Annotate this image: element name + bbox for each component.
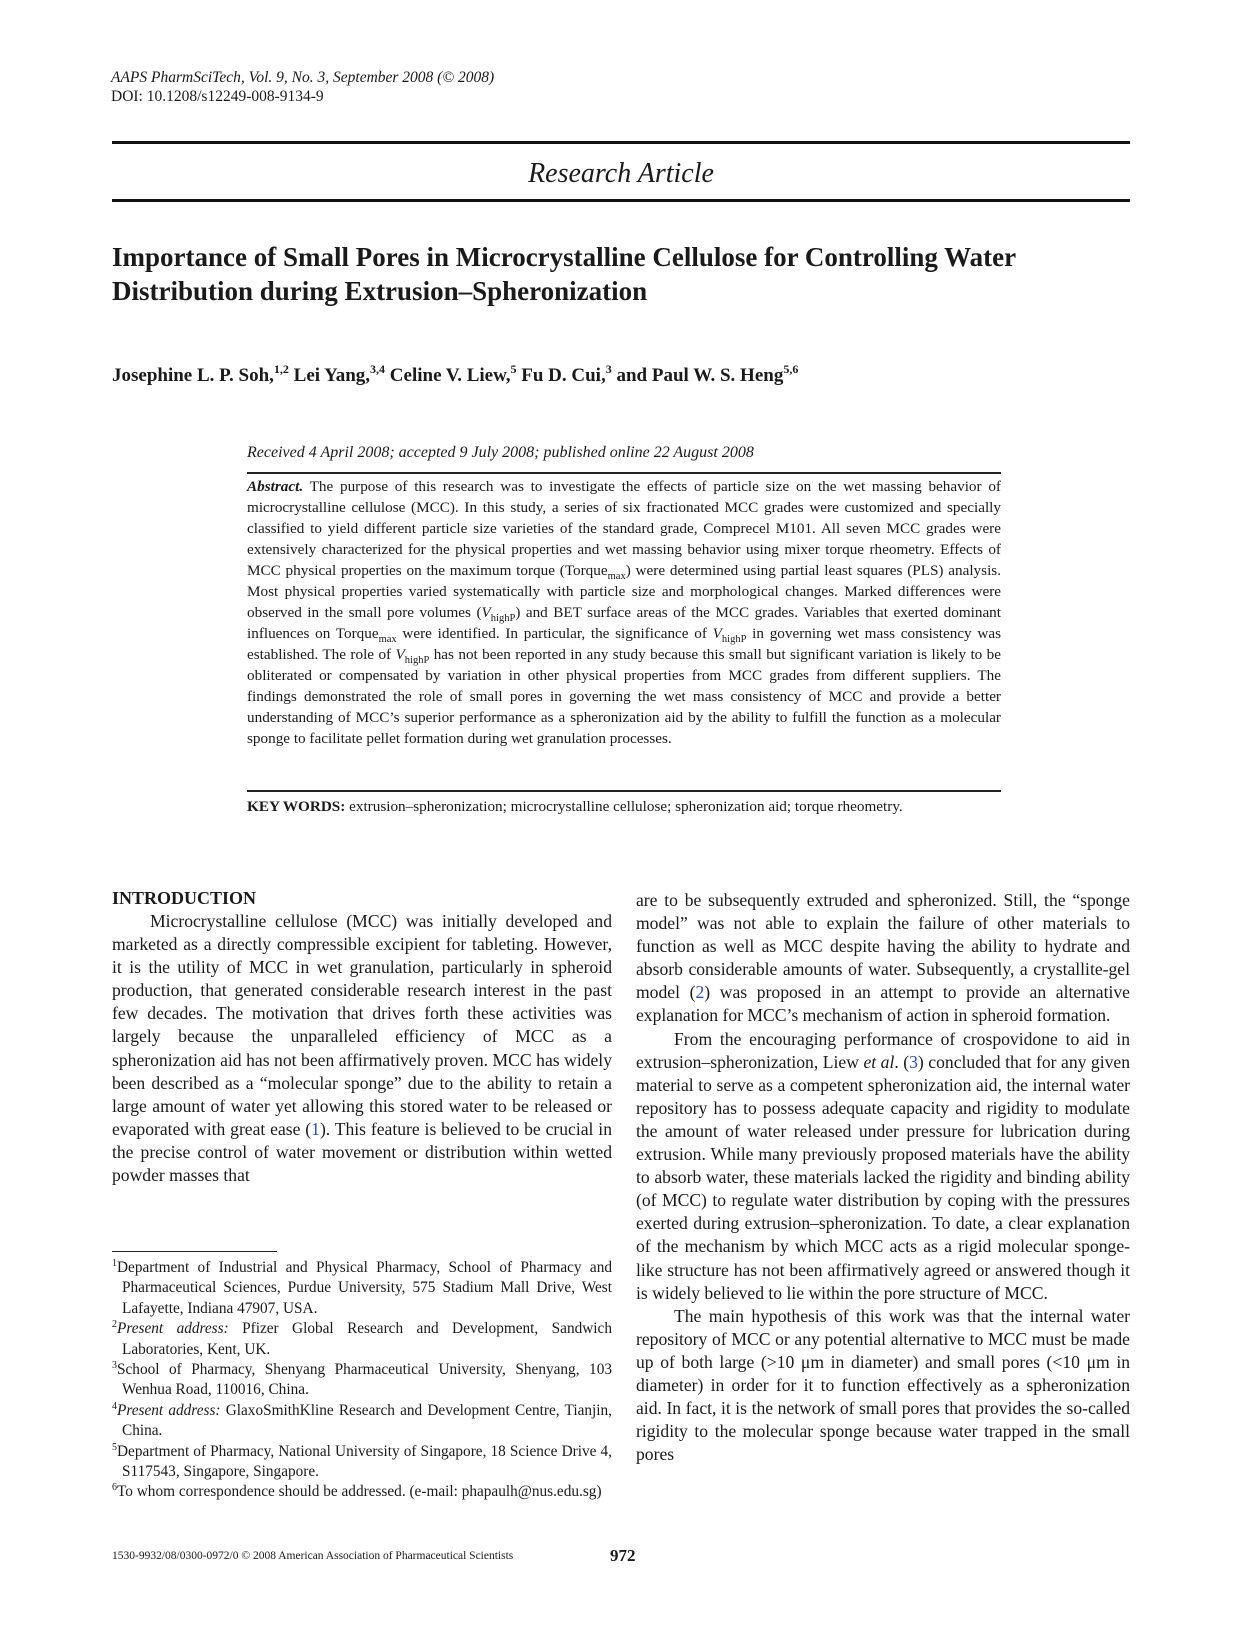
variable: V bbox=[712, 625, 722, 642]
paragraph-text: ) was proposed in an attempt to provide an alternative explanation for MCC’s mechanism of action in spheroid formation. bbox=[636, 982, 1130, 1026]
paragraph-text: ). This feature is believed to be crucial in the precise control of water movement or distribution within wetted powder masses that bbox=[112, 1118, 612, 1186]
abstract-top-rule bbox=[247, 472, 1001, 474]
paragraph-text: ) concluded that for any given material to serve as a competent spheronization aid, the internal water repository has to possess adequate capacity and rigidity to modulate the amount of water released under pressure for lubrication during extrusion. While many previously proposed materials have the ability to absorb water, these materials lacked the rigidity and binding ability (of MCC) to regulate water distribution by coping with the pressures exerted during extrusion–spheronization. To date, a clear explanation of the mechanism by which MCC acts as a rigid molecular sponge-like structure has not been affirmatively agreed or answered though it is widely believed to lie within the pore structure of MCC. bbox=[636, 1051, 1131, 1303]
section-type: Research Article bbox=[528, 158, 714, 189]
paragraph: The main hypothesis of this work was that the internal water repository of MCC or any potential alternative to MCC must be made up of both large (>10 μm in diameter) and small pores (<10 μm in diameter) in order for it to function effectively as a spheronization aid. In fact, it is the network of small pores that provides the so-called rigidity to the molecular sponge because water trapped in the small pores bbox=[636, 1305, 1130, 1465]
subscript: max bbox=[378, 634, 397, 646]
footnote bbox=[112, 1482, 612, 1502]
copyright-line: 1530-9932/08/0300-0972/0 © 2008 American Association of Pharmaceutical Scientists bbox=[112, 1550, 514, 1562]
footnote-number: 4 bbox=[112, 1400, 117, 1412]
paragraph bbox=[112, 910, 612, 1187]
author: Josephine L. P. Soh, bbox=[112, 365, 274, 386]
reference-link[interactable]: 1 bbox=[311, 1118, 320, 1139]
footnote-text: School of Pharmacy, Shenyang Pharmaceutical University, Shenyang, 103 Wenhua Road, 110016, China. bbox=[117, 1361, 612, 1399]
footnote-text: To whom correspondence should be addressed. (e-mail: phapaulh@nus.edu.sg) bbox=[117, 1483, 602, 1501]
abstract bbox=[247, 476, 1001, 749]
abstract-text: has not been reported in any study because this small but significant variation is likely to be obliterated or compensated by variation in other physical properties from MCC grades from different suppliers. The findings demonstrated the role of small pores in governing the wet mass consistency of MCC and provide a better understanding of MCC’s superior performance as a spheronization aid by the ability to fulfill the function as a molecular sponge to facilitate pellet formation during wet granulation processes. bbox=[247, 646, 1001, 747]
left-column bbox=[112, 910, 612, 1187]
paragraph-text: Microcrystalline cellulose (MCC) was initially developed and marketed as a directly compressible excipient for tableting. However, it is the utility of MCC in wet granulation, particularly in spheroid production, that generated considerable research interest in the past few decades. The motivation that drives forth these activities was largely because the unparalleled efficiency of MCC as a spheronization aid has not been affirmatively proven. MCC has widely been described as a “molecular sponge” due to the ability to retain a large amount of water yet allowing this stored water to be released or evaporated with great ease ( bbox=[112, 911, 612, 1139]
author: Lei Yang, bbox=[293, 365, 371, 386]
author-affiliation: 1,2 bbox=[273, 362, 289, 376]
et-al: et al bbox=[863, 1051, 895, 1072]
paragraph bbox=[636, 889, 1130, 1028]
footnote-number: 5 bbox=[112, 1441, 117, 1453]
footnote-number: 2 bbox=[112, 1319, 117, 1331]
top-rule bbox=[112, 141, 1130, 144]
footnote-prefix: Present address: bbox=[117, 1320, 229, 1338]
paragraph-text: . ( bbox=[894, 1051, 910, 1072]
article-title bbox=[112, 240, 1142, 308]
footnote-number: 6 bbox=[112, 1482, 117, 1494]
keywords bbox=[247, 798, 1001, 816]
author: Fu D. Cui, bbox=[521, 365, 606, 386]
abstract-text: were identified. In particular, the significance of bbox=[396, 625, 713, 642]
footnotes bbox=[112, 1258, 612, 1503]
subscript: highP bbox=[404, 655, 430, 667]
paragraph bbox=[636, 1028, 1130, 1305]
variable: V bbox=[481, 604, 491, 621]
subscript: max bbox=[607, 571, 626, 583]
right-column bbox=[636, 889, 1130, 1466]
footnote bbox=[112, 1401, 612, 1442]
footnote-number: 1 bbox=[112, 1258, 117, 1269]
abstract-text: The purpose of this research was to investigate the effects of particle size on the wet massing behavior of microcrystalline cellulose (MCC). In this study, a series of six fractionated MCC grades were customized and specially classified to yield different particle size varieties of the standard grade, Comprecel M101. All seven MCC grades were extensively characterized for the physical properties and wet massing behavior using mixer torque rheometry. Effects of MCC physical properties on the maximum torque (Torque bbox=[247, 478, 1001, 579]
footnote-prefix: Present address: bbox=[117, 1401, 221, 1419]
footnote-text: GlaxoSmithKline Research and Development Centre, Tianjin, China. bbox=[122, 1401, 612, 1440]
footnote-rule bbox=[112, 1251, 277, 1252]
subscript: highP bbox=[490, 613, 516, 625]
keywords-label: KEY WORDS: bbox=[247, 798, 346, 815]
abstract-text: in governing wet mass consistency was established. The role of bbox=[247, 625, 1002, 663]
footnote bbox=[112, 1360, 612, 1401]
section-rule bbox=[112, 199, 1130, 202]
footnote bbox=[112, 1319, 612, 1360]
doi: DOI: 10.1208/s12249-008-9134-9 bbox=[111, 88, 324, 105]
paragraph-text: are to be subsequently extruded and spheronized. Still, the “sponge model” was not able to explain the failure of other materials to function as well as MCC despite having the ability to hydrate and absorb considerable amounts of water. Subsequently, a crystallite-gel model ( bbox=[636, 890, 1130, 1003]
author: and Paul W. S. Heng bbox=[616, 365, 784, 386]
journal-header bbox=[111, 68, 494, 106]
reference-link[interactable]: 2 bbox=[695, 982, 705, 1003]
variable: V bbox=[395, 646, 405, 663]
keywords-text: extrusion–spheronization; microcrystalline cellulose; spheronization aid; torque rheometry. bbox=[345, 798, 903, 815]
journal-citation: AAPS PharmSciTech, Vol. 9, No. 3, September 2008 (© 2008) bbox=[111, 69, 495, 86]
section-heading: INTRODUCTION bbox=[112, 888, 257, 908]
title-line-2: Distribution during Extrusion–Spheronization bbox=[112, 276, 648, 306]
received-dates: Received 4 April 2008; accepted 9 July 2008; published online 22 August 2008 bbox=[247, 444, 754, 461]
author-affiliation: 5 bbox=[510, 362, 517, 376]
footnote-text: Department of Industrial and Physical Pharmacy, School of Pharmacy and Pharmaceutical Sciences, Purdue University, 575 Stadium Mall Drive, West Lafayette, Indiana 47907, USA. bbox=[117, 1259, 612, 1317]
title-line-1: Importance of Small Pores in Microcrystalline Cellulose for Controlling Water bbox=[112, 242, 1017, 272]
abstract-text: ) and BET surface areas of the MCC grades. Variables that exerted dominant influences on Torque bbox=[247, 604, 1001, 642]
abstract-label: Abstract. bbox=[247, 478, 304, 495]
subscript: highP bbox=[721, 634, 747, 646]
reference-link[interactable]: 3 bbox=[909, 1051, 918, 1072]
author: Celine V. Liew, bbox=[389, 365, 511, 386]
footnote-text: Pfizer Global Research and Development, Sandwich Laboratories, Kent, UK. bbox=[122, 1320, 612, 1358]
author-affiliation: 3,4 bbox=[370, 362, 386, 376]
footnote bbox=[112, 1442, 612, 1483]
author-list bbox=[112, 362, 799, 387]
author-affiliation: 3 bbox=[605, 362, 612, 376]
footnote-text: Department of Pharmacy, National University of Singapore, 18 Science Drive 4, S117543, Singapore, Singapore. bbox=[117, 1442, 612, 1481]
abstract-text: ) were determined using partial least squares (PLS) analysis. Most physical properties varied systematically with particle size and morphological changes. Marked differences were observed in the small pore volumes ( bbox=[247, 562, 1001, 621]
author-affiliation: 5,6 bbox=[783, 362, 799, 376]
footnote-number: 3 bbox=[112, 1360, 117, 1372]
footnote bbox=[112, 1258, 612, 1319]
paragraph-text: From the encouraging performance of crospovidone to aid in extrusion–spheronization, Liew bbox=[636, 1028, 1130, 1072]
page-number: 972 bbox=[610, 1546, 636, 1565]
abstract-bottom-rule bbox=[247, 790, 1001, 792]
